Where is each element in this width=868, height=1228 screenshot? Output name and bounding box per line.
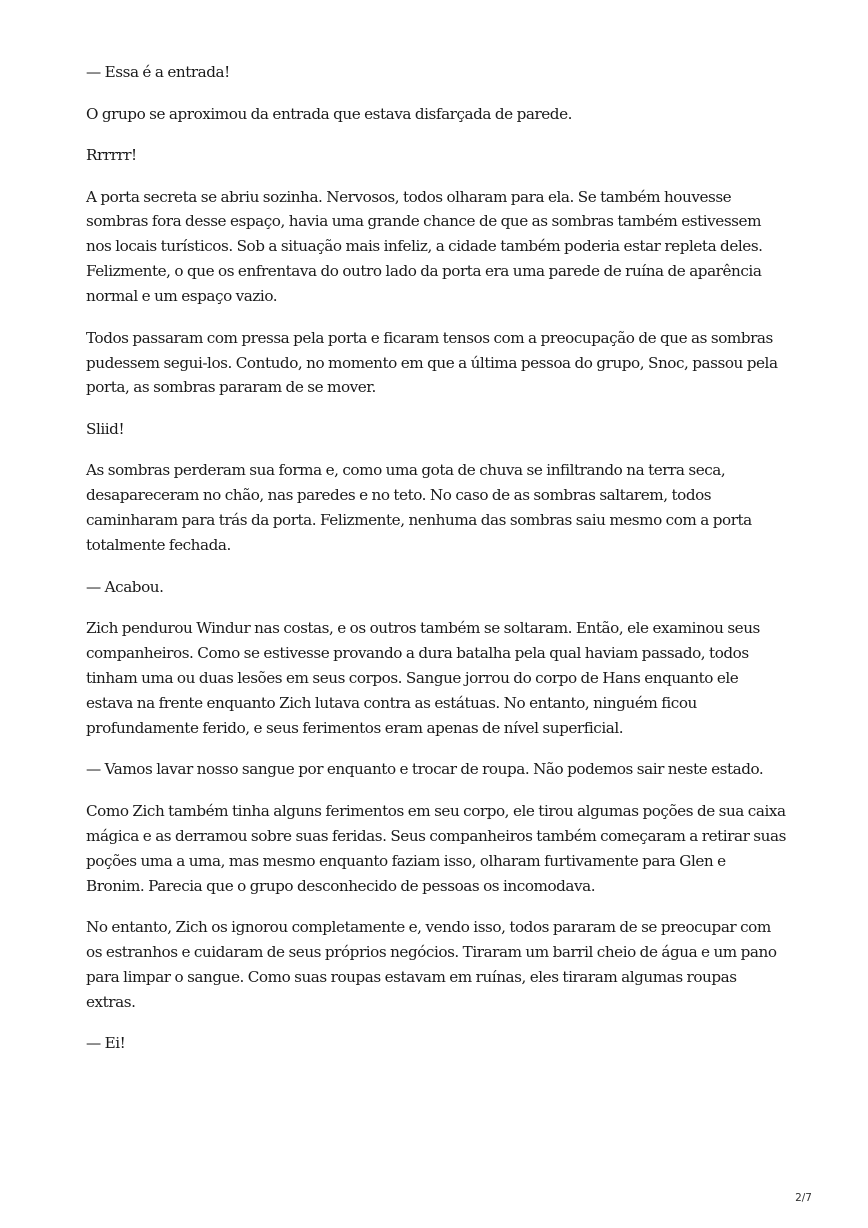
paragraph-5: Todos passaram com pressa pela porta e ficaram tensos com a preocupação de que as sombras pudessem segui-los. Contudo, no momento em que a última pessoa do grupo, Snoc, passou pela porta, as sombras pararam de se mover. (86, 328, 778, 397)
paragraph-2: O grupo se aproximou da entrada que estava disfarçada de parede. (86, 104, 572, 123)
paragraph-9: Zich pendurou Windur nas costas, e os outros também se soltaram. Então, ele examinou seus companheiros. Como se estivesse provando a dura batalha pela qual haviam passado, todos tinham uma ou duas lesões em seus corpos. Sangue jorrou do corpo de Hans enquanto ele estava na frente enquanto Zich lutava contra as estátuas. No entanto, ninguém ficou profundamente ferido, e seus ferimentos eram apenas de nível superficial. (86, 619, 760, 737)
paragraph-4: A porta secreta se abriu sozinha. Nervosos, todos olharam para ela. Se também houvesse sombras fora desse espaço, havia uma grande chance de que as sombras também estivessem nos locais turísticos. Sob a situação mais infeliz, a cidade também poderia estar repleta deles. Felizmente, o que os enfrentava do outro lado da porta era uma parede de ruína de aparência normal e um espaço vazio. (86, 187, 763, 306)
paragraph-3: Rrrrrr! (86, 146, 137, 164)
paragraph-8: — Acabou. (86, 577, 164, 596)
paragraph-10: — Vamos lavar nosso sangue por enquanto e trocar de roupa. Não podemos sair neste estado. (86, 760, 764, 779)
paragraph-12: No entanto, Zich os ignorou completamente e, vendo isso, todos pararam de se preocupar com os estranhos e cuidaram de seus próprios negócios. Tiraram um barril cheio de água e um pano para limpar o sangue. Como suas roupas estavam em ruínas, eles tiraram algumas roupas extras. (86, 918, 777, 1011)
document-page (86, 60, 786, 1073)
paragraph-7: As sombras perderam sua forma e, como uma gota de chuva se infiltrando na terra seca, desapareceram no chão, nas paredes e no teto. No caso de as sombras saltarem, todos caminharam para trás da porta. Felizmente, nenhuma das sombras saiu mesmo com a porta totalmente fechada. (86, 461, 752, 555)
paragraph-11: Como Zich também tinha alguns ferimentos em seu corpo, ele tirou algumas poções de sua caixa mágica e as derramou sobre suas feridas. Seus companheiros também começaram a retirar suas poções uma a uma, mas mesmo enquanto faziam isso, olharam furtivamente para Glen e Bronim. Parecia que o grupo desconhecido de pessoas os incomodava. (86, 801, 786, 895)
paragraph-6: Sliid! (86, 419, 125, 438)
paragraph-13: — Ei! (86, 1034, 126, 1053)
paragraph-1: — Essa é a entrada! (86, 63, 230, 81)
page-number: 2/7 (795, 1192, 812, 1204)
